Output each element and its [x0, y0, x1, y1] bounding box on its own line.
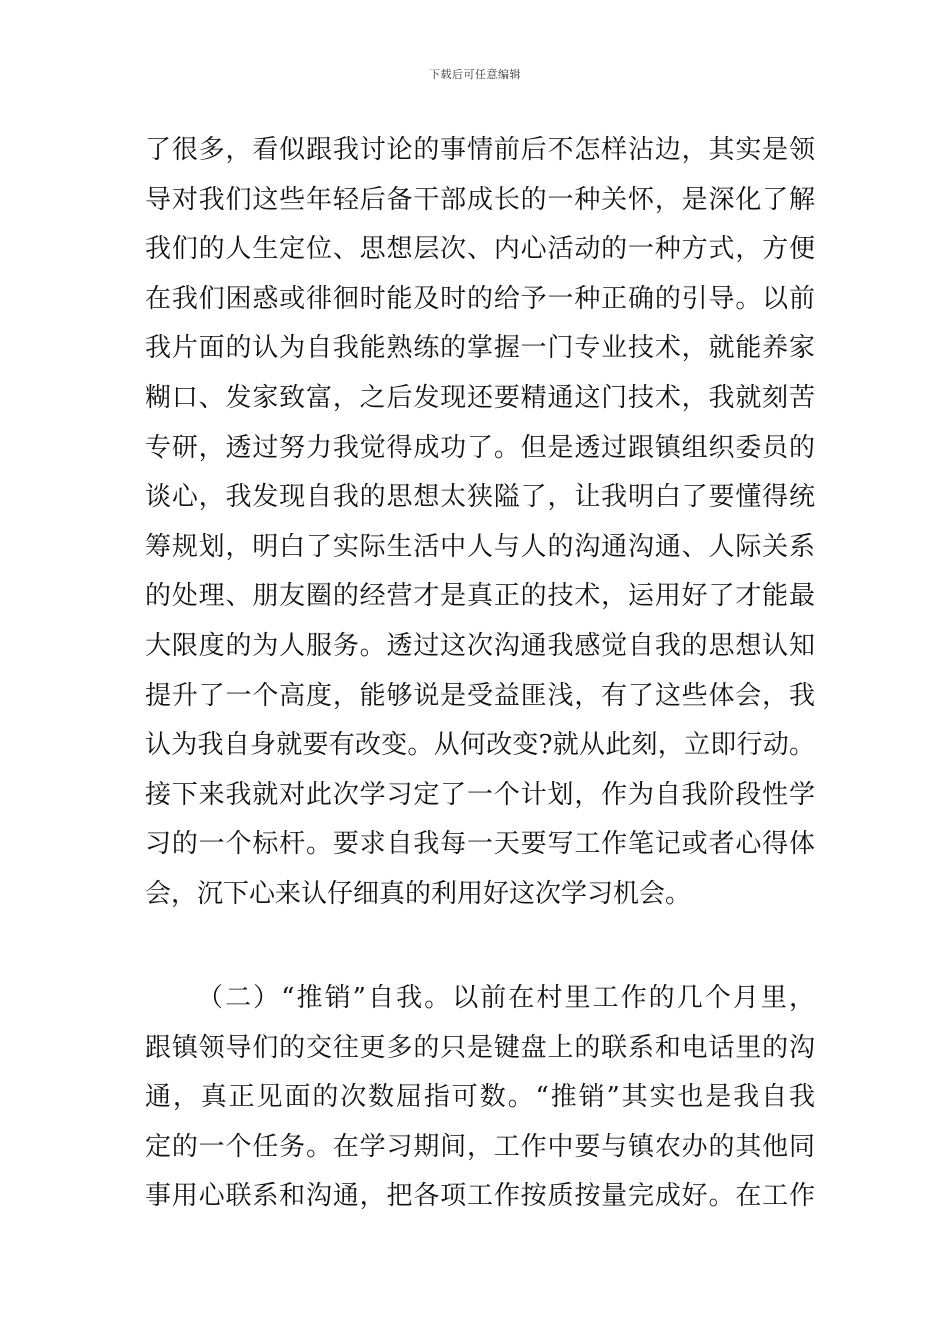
- paragraph-line: 通，真正见面的次数屈指可数。“推销”其实也是我自我: [145, 1082, 815, 1113]
- paragraph-line: 了很多，看似跟我讨论的事情前后不怎样沾边，其实是领: [145, 135, 815, 165]
- paragraph-line: 习的一个标杆。要求自我每一天要写工作笔记或者心得体: [145, 829, 815, 860]
- paragraph-line: 认为我自身就要有改变。从何改变?就从此刻，立即行动。: [145, 730, 815, 761]
- paragraph-line: 我们的人生定位、思想层次、内心活动的一种方式，方便: [145, 234, 815, 265]
- paragraph-line: 筹规划，明白了实际生活中人与人的沟通沟通、人际关系: [145, 531, 815, 562]
- paragraph-line: 在我们困惑或徘徊时能及时的给予一种正确的引导。以前: [145, 283, 815, 314]
- paragraph-line: 提升了一个高度，能够说是受益匪浅，有了这些体会，我: [145, 680, 815, 711]
- paragraph-line: 专研，透过努力我觉得成功了。但是透过跟镇组织委员的: [145, 432, 815, 463]
- paragraph-line: 大限度的为人服务。透过这次沟通我感觉自我的思想认知: [145, 630, 815, 661]
- paragraph-line: 接下来我就对此次学习定了一个计划，作为自我阶段性学: [145, 779, 815, 810]
- paragraph-line: 谈心，我发现自我的思想太狭隘了，让我明白了要懂得统: [145, 482, 815, 513]
- paragraph-line: 的处理、朋友圈的经营才是真正的技术，运用好了才能最: [145, 581, 815, 612]
- paragraph-line: 事用心联系和沟通，把各项工作按质按量完成好。在工作: [145, 1181, 815, 1212]
- paragraph-line: （二）“推销”自我。以前在村里工作的几个月里，: [197, 983, 815, 1013]
- paragraph-line: 我片面的认为自我能熟练的掌握一门专业技术，就能养家: [145, 333, 815, 364]
- header-note: 下载后可任意编辑: [429, 68, 521, 81]
- paragraph-line: 导对我们这些年轻后备干部成长的一种关怀，是深化了解: [145, 184, 815, 215]
- paragraph-line: 会，沉下心来认仔细真的利用好这次学习机会。: [145, 878, 692, 909]
- paragraph-2: [145, 974, 815, 1222]
- paragraph-1: [145, 126, 815, 920]
- paragraph-line: 跟镇领导们的交往更多的只是键盘上的联系和电话里的沟: [145, 1032, 815, 1063]
- paragraph-line: 糊口、发家致富，之后发现还要精通这门技术，我就刻苦: [145, 382, 815, 413]
- paragraph-line: 定的一个任务。在学习期间，工作中要与镇农办的其他同: [145, 1131, 815, 1162]
